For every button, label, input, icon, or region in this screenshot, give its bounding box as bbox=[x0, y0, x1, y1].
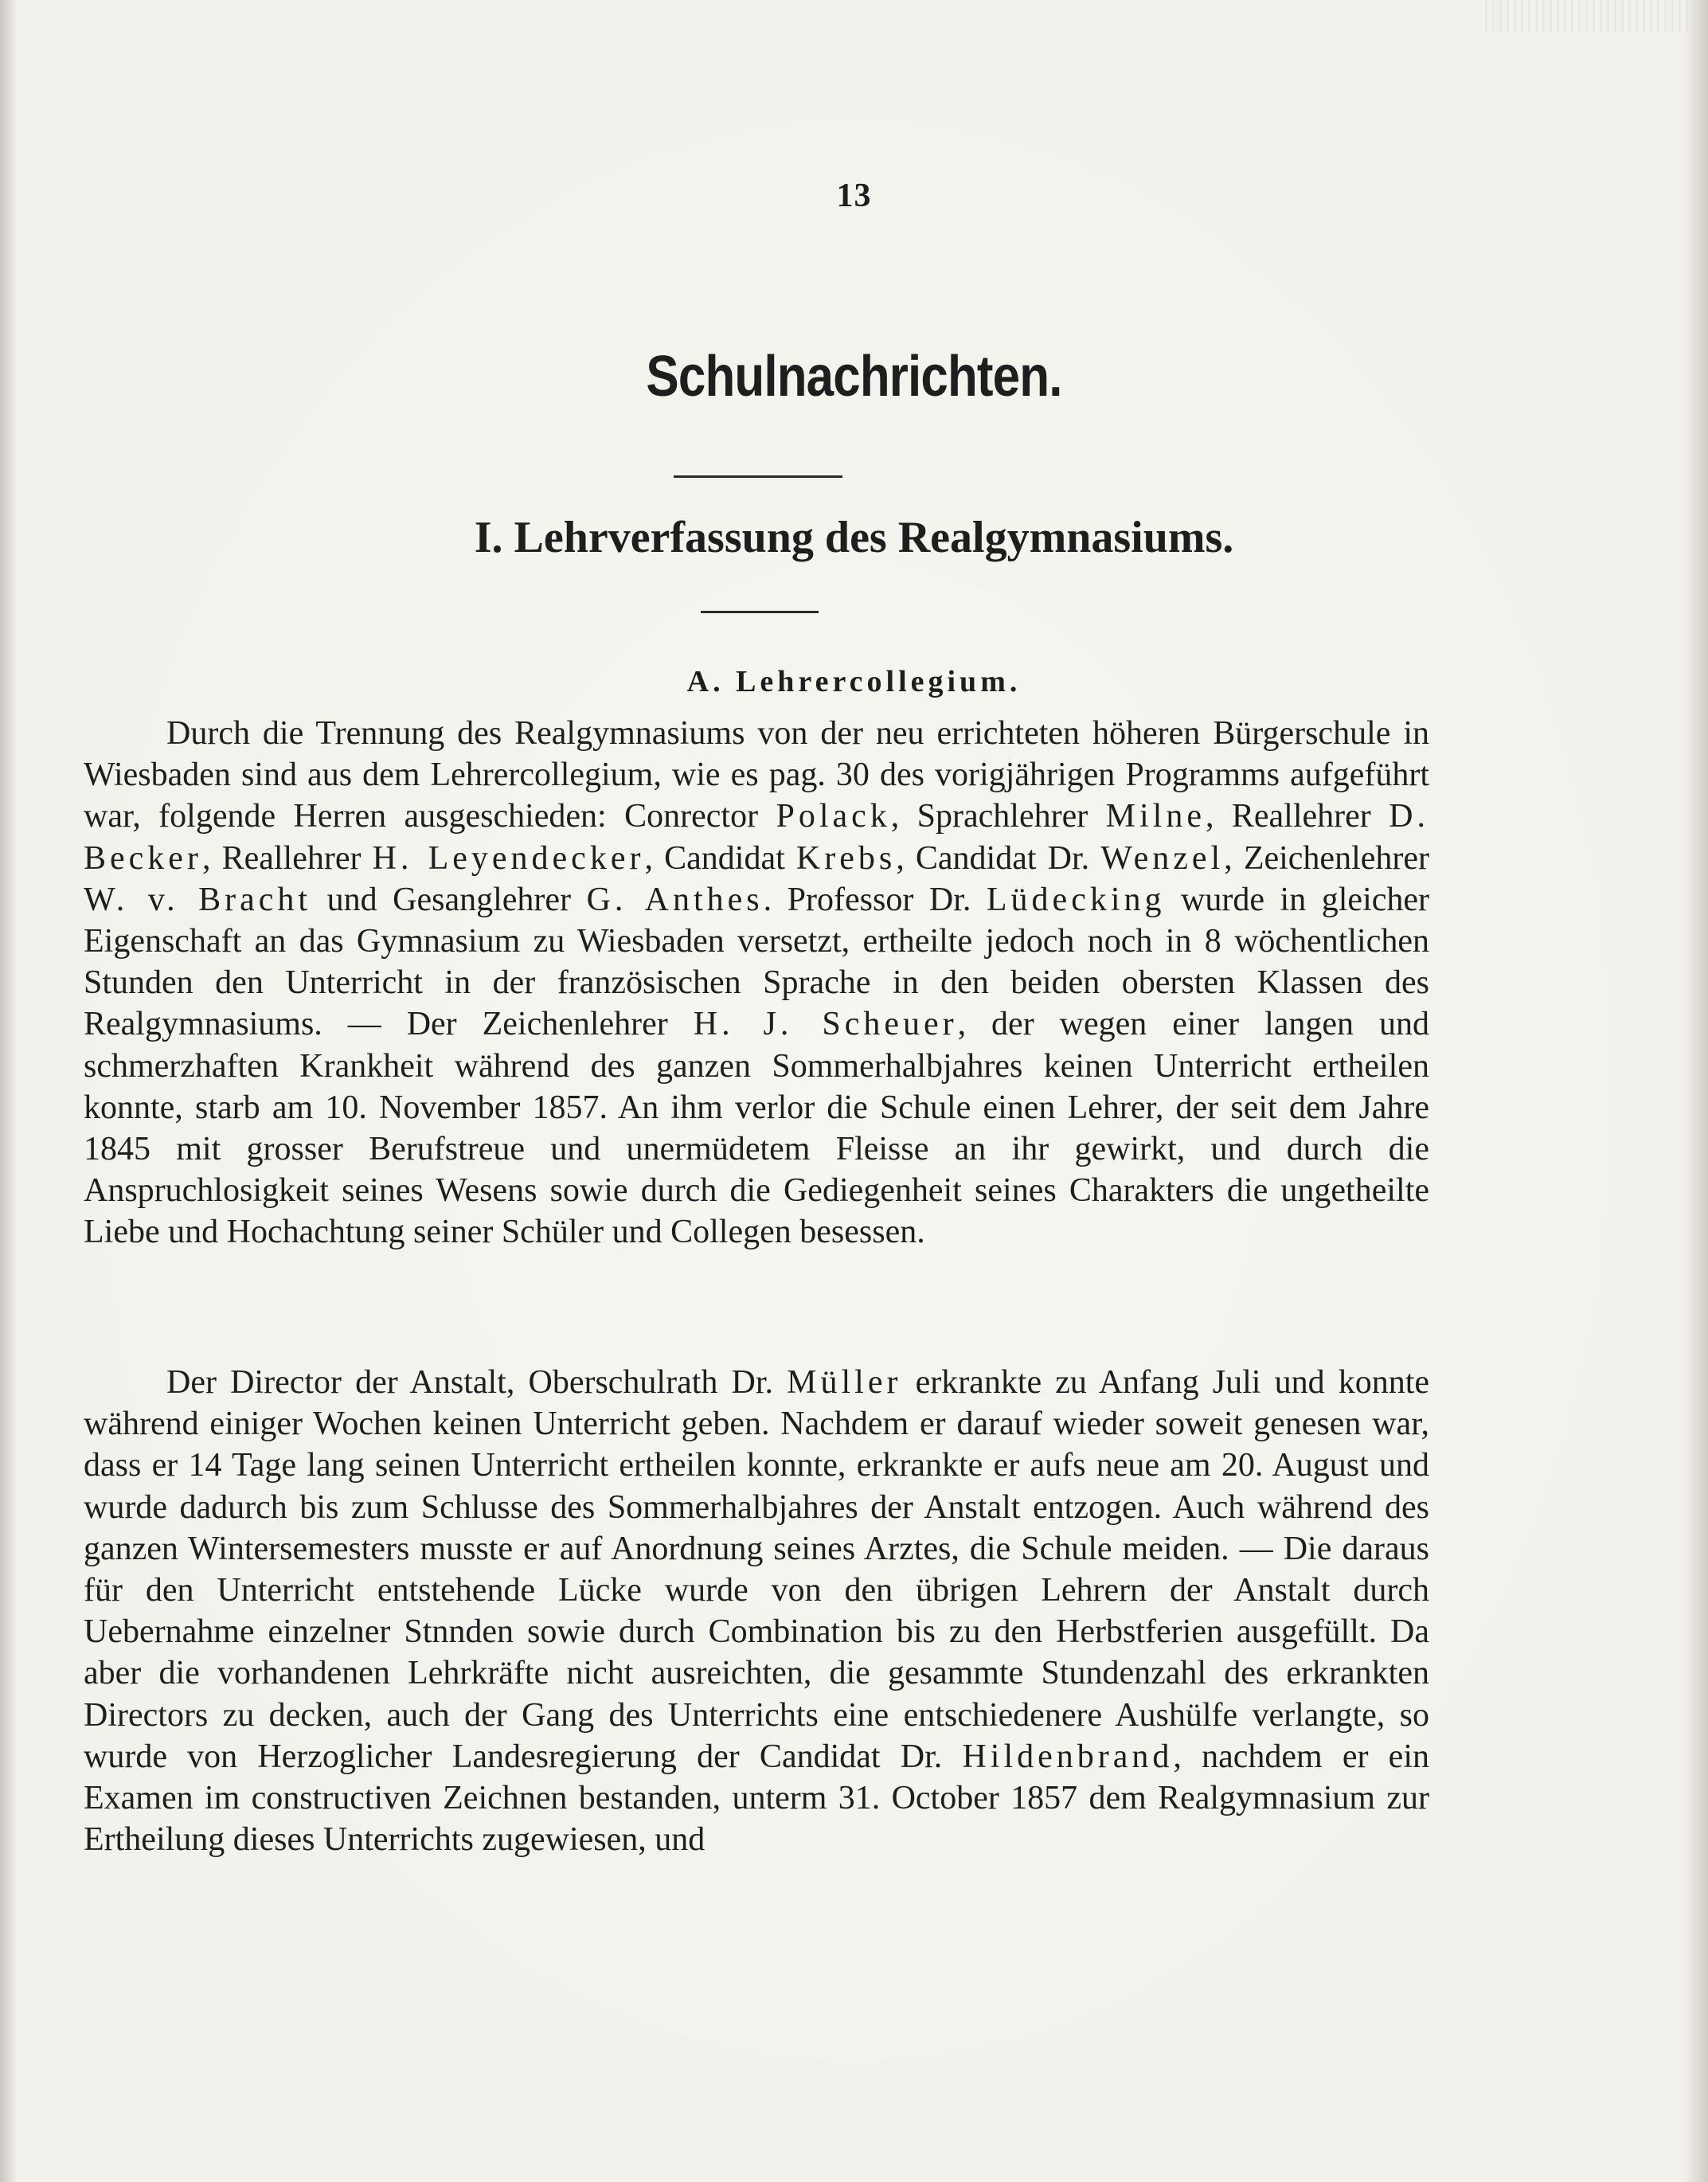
text-run: , nachdem er ein Examen im constructiven Zeichnen bestanden, unterm 31. October 1857 dem Realgymnasium zur Ertheilung dieses Unterrichts zugewiesen, und bbox=[84, 1738, 1429, 1859]
spaced-name: H. Leyendecker bbox=[372, 839, 645, 877]
text-run: und Gesanglehrer bbox=[311, 881, 587, 918]
page-edge-shadow-left bbox=[0, 0, 18, 2182]
page-number: 13 bbox=[836, 178, 872, 214]
spaced-name: Lüdecking bbox=[986, 881, 1166, 918]
text-run: Der Director der Anstalt, Oberschulrath Dr. bbox=[166, 1364, 788, 1401]
spaced-name: H. J. Scheuer bbox=[693, 1006, 958, 1043]
paragraph-1 bbox=[84, 713, 1429, 1253]
spaced-name: Müller bbox=[787, 1364, 902, 1401]
text-run: , Candidat Dr. bbox=[896, 839, 1101, 877]
spaced-name: W. v. Bracht bbox=[84, 881, 312, 918]
spaced-name: Milne bbox=[1105, 798, 1206, 835]
scan-speckle bbox=[1485, 0, 1692, 32]
spaced-name: Polack bbox=[776, 798, 891, 835]
text-run: Durch die Trennung des Realgymnasiums von der neu errichteten höheren Bürgerschule in Wiesbaden sind aus dem Lehrercollegium, wie es pag. 30 des vorigjährigen Programms aufgeführt war, folgende Herren ausgeschieden: Conrector bbox=[84, 715, 1429, 835]
spaced-name: Krebs bbox=[795, 839, 897, 877]
text-run: . Professor Dr. bbox=[763, 881, 987, 918]
page-edge-shadow-right bbox=[1684, 0, 1708, 2182]
text-run: , Reallehrer bbox=[201, 839, 373, 877]
title-divider bbox=[674, 475, 842, 478]
page-title: Schulnachrichten. bbox=[646, 345, 1062, 409]
text-run: , Candidat bbox=[644, 839, 796, 877]
text-run: , Sprachlehrer bbox=[890, 798, 1106, 835]
subsection-heading: A. Lehrercollegium. bbox=[686, 665, 1022, 698]
spaced-name: G. Anthes bbox=[586, 881, 764, 918]
text-run: , Reallehrer bbox=[1205, 798, 1389, 835]
paragraph-2 bbox=[84, 1362, 1429, 1860]
text-run: , der wegen einer langen und schmerzhaften Krankheit während des ganzen Sommerhalbjahres keinen Unterricht ertheilen konnte, starb am 10. November 1857. An ihm verlor die Schule einen Lehrer, der seit dem Jahre 1845 mit grosser Berufstreue und unermüdetem Fleisse an ihr gewirkt, und durch die Anspruchlosigkeit seines Wesens sowie durch die Gediegenheit seines Charakters die ungetheilte Liebe und Hochachtung seiner Schüler und Collegen besessen. bbox=[84, 1006, 1430, 1251]
spaced-name: Wenzel bbox=[1100, 839, 1225, 877]
text-run: erkrankte zu Anfang Juli und konnte während einiger Wochen keinen Unterricht geben. Nachdem er darauf wieder soweit genesen war, dass er 14 Tage lang seinen Unterricht ertheilen konnte, erkrankte er aufs neue am 20. August und wurde dadurch bis zum Schlusse des Sommerhalbjahres der Anstalt entzogen. Auch während des ganzen Wintersemesters musste er auf Anordnung seines Arztes, die Schule meiden. — Die daraus für den Unterricht entstehende Lücke wurde von den übrigen Lehrern der Anstalt durch Uebernahme einzelner Stnnden sowie durch Combination bis zu den Herbstferien ausgefüllt. Da aber die vorhandenen Lehrkräfte nicht ausreichten, die gesammte Stundenzahl des erkrankten Directors zu decken, auch der Gang des Unterrichts eine entschiedenere Aushülfe verlangte, so wurde von Herzoglicher Landesregierung der Candidat Dr. bbox=[84, 1364, 1429, 1775]
text-run: , Zeichenlehrer bbox=[1224, 839, 1429, 877]
section-heading: I. Lehrverfassung des Realgymnasiums. bbox=[474, 513, 1234, 562]
section-divider bbox=[701, 611, 819, 613]
spaced-name: Hildenbrand bbox=[962, 1738, 1174, 1775]
spaced-name: D. Becker bbox=[84, 798, 1429, 877]
text-run: wurde in gleicher Eigenschaft an das Gymnasium zu Wiesbaden versetzt, ertheilte jedoch noch in 8 wöchentlichen Stunden den Unterricht in der französischen Sprache in den beiden obersten Klassen des Realgymnasiums. — Der Zeichenlehrer bbox=[84, 881, 1430, 1043]
